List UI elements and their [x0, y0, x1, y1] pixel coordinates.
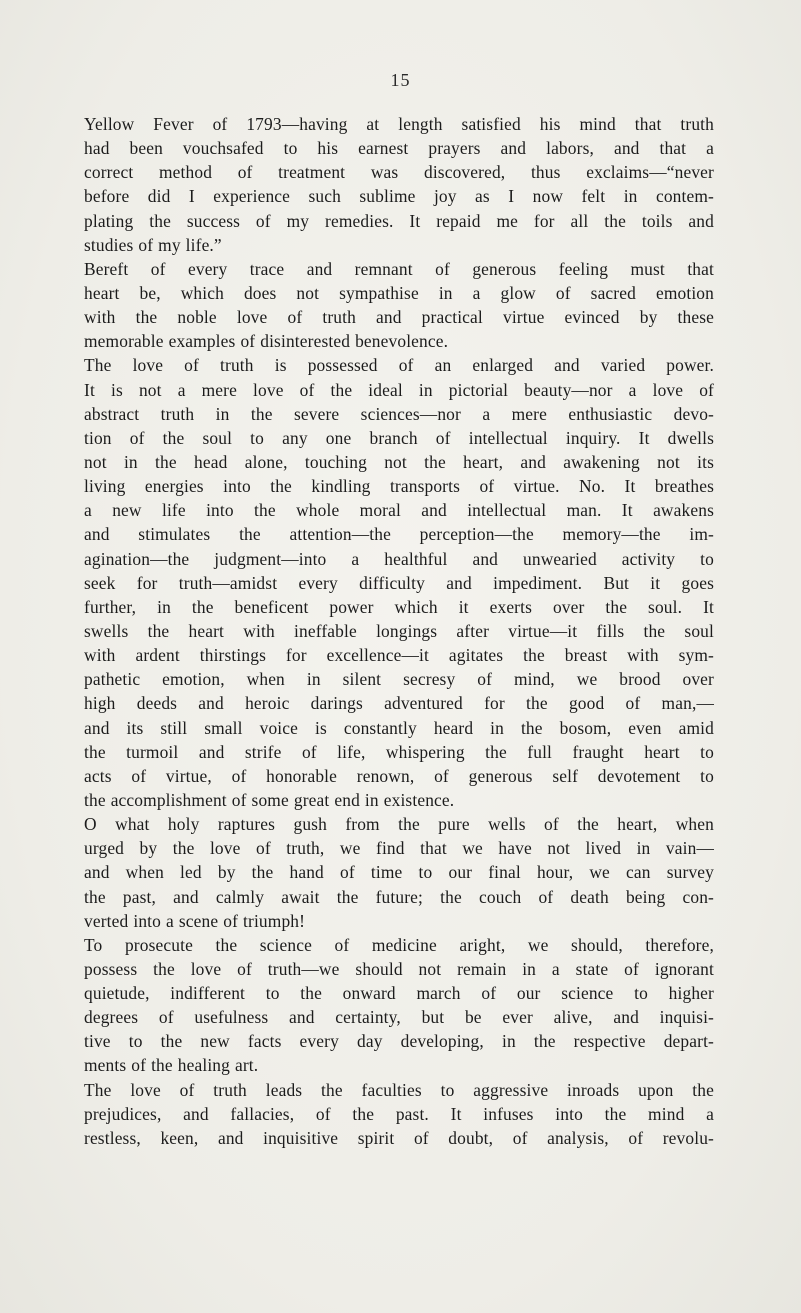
- text-line: agination—the judgment—into a healthful and unwearied activity to: [84, 548, 714, 569]
- text-line: a new life into the whole moral and intellectual man. It awakens: [84, 500, 714, 521]
- text-line: To prosecute the science of medicine aright, we should, therefore,: [84, 934, 714, 955]
- text-line: had been vouchsafed to his earnest prayers and labors, and that a: [84, 138, 714, 159]
- text-line: ments of the healing art.: [84, 1055, 259, 1076]
- text-line: heart be, which does not sympathise in a glow of sacred emotion: [84, 282, 714, 303]
- text-line: possess the love of truth—we should not remain in a state of ignorant: [84, 958, 714, 979]
- text-line: tion of the soul to any one branch of intellectual inquiry. It dwells: [84, 427, 714, 448]
- text-line: and stimulates the attention—the perception—the memory—the im-: [84, 524, 714, 545]
- page-number: 15: [390, 70, 411, 90]
- text-line: further, in the beneficent power which it exerts over the soul. It: [84, 596, 714, 617]
- text-line: the past, and calmly await the future; the couch of death being con-: [84, 886, 714, 907]
- text-line: It is not a mere love of the ideal in pictorial beauty—nor a love of: [84, 379, 714, 400]
- text-line: with ardent thirstings for excellence—it agitates the breast with sym-: [84, 645, 714, 666]
- text-line: swells the heart with ineffable longings after virtue—it fills the soul: [84, 620, 714, 641]
- text-line: prejudices, and fallacies, of the past. It infuses into the mind a: [84, 1103, 714, 1124]
- text-line: and its still small voice is constantly heard in the bosom, even amid: [84, 717, 714, 738]
- text-line: studies of my life.”: [84, 234, 222, 255]
- text-line: with the noble love of truth and practical virtue evinced by these: [84, 307, 714, 328]
- text-line: tive to the new facts every day developing, in the respective depart-: [84, 1031, 714, 1052]
- text-line: plating the success of my remedies. It repaid me for all the toils and: [84, 210, 714, 231]
- text-line: restless, keen, and inquisitive spirit of doubt, of analysis, of revolu-: [84, 1127, 714, 1148]
- text-line: memorable examples of disinterested benevolence.: [84, 331, 449, 352]
- text-line: The love of truth is possessed of an enlarged and varied power.: [84, 355, 714, 376]
- text-line: verted into a scene of triumph!: [84, 910, 306, 931]
- text-line: and when led by the hand of time to our final hour, we can survey: [84, 862, 714, 883]
- body-text: [84, 112, 714, 1150]
- text-line: O what holy raptures gush from the pure wells of the heart, when: [84, 814, 714, 835]
- text-line: pathetic emotion, when in silent secresy of mind, we brood over: [84, 669, 714, 690]
- text-line: the turmoil and strife of life, whispering the full fraught heart to: [84, 741, 714, 762]
- text-line: living energies into the kindling transports of virtue. No. It breathes: [84, 476, 714, 497]
- text-line: quietude, indifferent to the onward march of our science to higher: [84, 983, 714, 1004]
- text-line: Yellow Fever of 1793—having at length satisfied his mind that truth: [84, 114, 714, 134]
- text-line: before did I experience such sublime joy as I now felt in contem-: [84, 186, 714, 207]
- text-line: degrees of usefulness and certainty, but be ever alive, and inquisi-: [84, 1007, 714, 1028]
- text-line: correct method of treatment was discovered, thus exclaims—“never: [84, 162, 714, 183]
- text-line: acts of virtue, of honorable renown, of generous self devotement to: [84, 765, 714, 786]
- text-line: The love of truth leads the faculties to aggressive inroads upon the: [84, 1079, 714, 1100]
- text-line: not in the head alone, touching not the heart, and awakening not its: [84, 451, 714, 472]
- text-line: the accomplishment of some great end in existence.: [84, 789, 455, 810]
- text-line: Bereft of every trace and remnant of generous feeling must that: [84, 258, 714, 279]
- text-line: high deeds and heroic darings adventured for the good of man,—: [84, 693, 714, 714]
- text-line: seek for truth—amidst every difficulty and impediment. But it goes: [84, 572, 714, 593]
- text-line: urged by the love of truth, we find that we have not lived in vain—: [84, 838, 714, 859]
- text-line: abstract truth in the severe sciences—nor a mere enthusiastic devo-: [84, 403, 714, 424]
